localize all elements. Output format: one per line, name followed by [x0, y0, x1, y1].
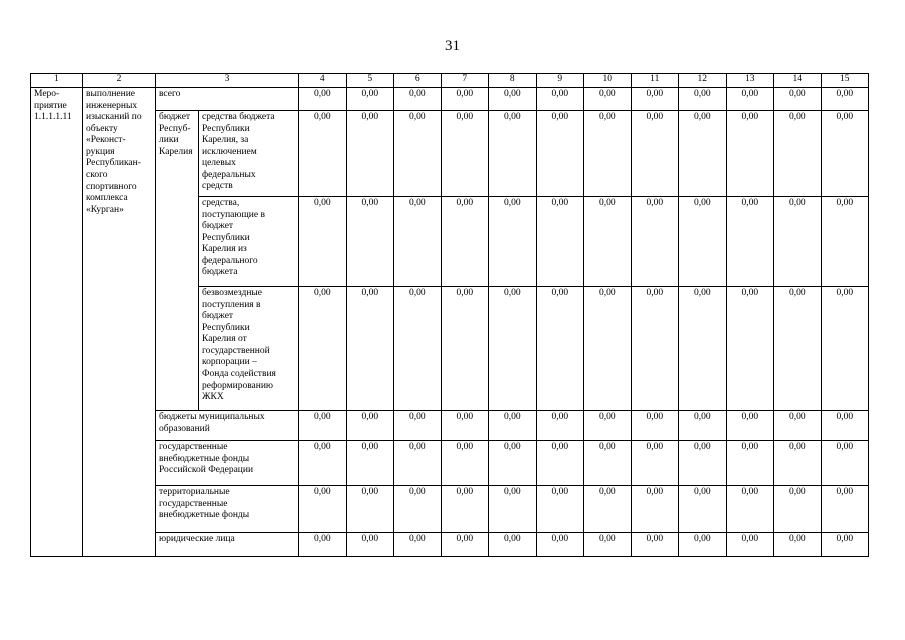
value-cell: 0,00 — [726, 411, 774, 441]
value-cell: 0,00 — [679, 111, 727, 197]
header-cell: 11 — [631, 74, 679, 88]
value-cell: 0,00 — [774, 533, 822, 557]
value-cell: 0,00 — [346, 486, 394, 533]
value-cell: 0,00 — [299, 111, 347, 197]
measure-code: Меро- приятие 1.1.1.1.11 — [31, 88, 83, 557]
table-row — [31, 486, 869, 533]
value-cell: 0,00 — [441, 533, 489, 557]
header-cell: 6 — [394, 74, 442, 88]
value-cell: 0,00 — [726, 197, 774, 287]
value-cell: 0,00 — [346, 287, 394, 411]
header-cell: 8 — [489, 74, 537, 88]
page-number: 31 — [445, 38, 460, 54]
value-cell: 0,00 — [394, 111, 442, 197]
table-row — [31, 411, 869, 441]
value-cell: 0,00 — [726, 441, 774, 486]
value-cell: 0,00 — [584, 533, 632, 557]
value-cell: 0,00 — [774, 88, 822, 111]
value-cell: 0,00 — [441, 88, 489, 111]
value-cell: 0,00 — [679, 197, 727, 287]
header-cell: 7 — [441, 74, 489, 88]
value-cell: 0,00 — [346, 197, 394, 287]
value-cell: 0,00 — [489, 111, 537, 197]
value-cell: 0,00 — [726, 486, 774, 533]
value-cell: 0,00 — [774, 287, 822, 411]
value-cell: 0,00 — [631, 441, 679, 486]
value-cell: 0,00 — [346, 533, 394, 557]
value-cell: 0,00 — [441, 441, 489, 486]
value-cell: 0,00 — [679, 411, 727, 441]
value-cell: 0,00 — [821, 197, 869, 287]
value-cell: 0,00 — [394, 486, 442, 533]
value-cell: 0,00 — [299, 197, 347, 287]
value-cell: 0,00 — [821, 88, 869, 111]
value-cell: 0,00 — [679, 486, 727, 533]
value-cell: 0,00 — [821, 441, 869, 486]
budget-table — [30, 73, 869, 557]
value-cell: 0,00 — [584, 88, 632, 111]
value-cell: 0,00 — [394, 197, 442, 287]
header-cell: 3 — [156, 74, 299, 88]
value-cell: 0,00 — [394, 533, 442, 557]
value-cell: 0,00 — [536, 88, 584, 111]
header-cell: 13 — [726, 74, 774, 88]
budget-group-label: бюджет Респуб- лики Карелия — [156, 111, 199, 411]
header-cell: 1 — [31, 74, 83, 88]
value-cell: 0,00 — [536, 197, 584, 287]
value-cell: 0,00 — [346, 411, 394, 441]
source-label: государственные внебюджетные фонды Российской Федерации — [156, 441, 299, 486]
table-row — [31, 88, 869, 111]
value-cell: 0,00 — [536, 441, 584, 486]
value-cell: 0,00 — [346, 88, 394, 111]
value-cell: 0,00 — [536, 287, 584, 411]
source-label: всего — [156, 88, 299, 111]
value-cell: 0,00 — [441, 411, 489, 441]
value-cell: 0,00 — [489, 486, 537, 533]
value-cell: 0,00 — [821, 287, 869, 411]
source-label: территориальные государственные внебюджетные фонды — [156, 486, 299, 533]
value-cell: 0,00 — [536, 111, 584, 197]
header-cell: 15 — [821, 74, 869, 88]
value-cell: 0,00 — [346, 441, 394, 486]
value-cell: 0,00 — [679, 441, 727, 486]
value-cell: 0,00 — [631, 88, 679, 111]
value-cell: 0,00 — [679, 88, 727, 111]
source-label: бюджеты муниципальных образований — [156, 411, 299, 441]
header-cell: 2 — [83, 74, 156, 88]
value-cell: 0,00 — [394, 287, 442, 411]
value-cell: 0,00 — [726, 111, 774, 197]
value-cell: 0,00 — [536, 486, 584, 533]
value-cell: 0,00 — [584, 197, 632, 287]
value-cell: 0,00 — [299, 533, 347, 557]
header-cell: 10 — [584, 74, 632, 88]
header-cell: 5 — [346, 74, 394, 88]
table-row — [31, 441, 869, 486]
value-cell: 0,00 — [489, 287, 537, 411]
value-cell: 0,00 — [631, 411, 679, 441]
header-row — [31, 74, 869, 88]
table-row — [31, 533, 869, 557]
budget-table-body — [31, 74, 869, 557]
value-cell: 0,00 — [584, 486, 632, 533]
value-cell: 0,00 — [299, 88, 347, 111]
source-label: безвозмездные поступления в бюджет Республики Карелия от государственной корпорации – Фонда содействия реформированию ЖКХ — [199, 287, 299, 411]
value-cell: 0,00 — [631, 111, 679, 197]
value-cell: 0,00 — [631, 533, 679, 557]
value-cell: 0,00 — [394, 88, 442, 111]
value-cell: 0,00 — [536, 533, 584, 557]
value-cell: 0,00 — [489, 533, 537, 557]
value-cell: 0,00 — [489, 197, 537, 287]
value-cell: 0,00 — [774, 441, 822, 486]
value-cell: 0,00 — [299, 486, 347, 533]
value-cell: 0,00 — [299, 287, 347, 411]
header-cell: 12 — [679, 74, 727, 88]
value-cell: 0,00 — [299, 441, 347, 486]
value-cell: 0,00 — [631, 287, 679, 411]
value-cell: 0,00 — [774, 486, 822, 533]
value-cell: 0,00 — [774, 197, 822, 287]
value-cell: 0,00 — [821, 533, 869, 557]
value-cell: 0,00 — [299, 411, 347, 441]
value-cell: 0,00 — [821, 486, 869, 533]
measure-description: выполнение инженерных изысканий по объекту «Реконст- рукция Республикан- ского спортивного комплекса «Курган» — [83, 88, 156, 557]
source-label: средства бюджета Республики Карелия, за исключением целевых федеральных средств — [199, 111, 299, 197]
header-cell: 4 — [299, 74, 347, 88]
value-cell: 0,00 — [346, 111, 394, 197]
value-cell: 0,00 — [584, 411, 632, 441]
source-label: средства, поступающие в бюджет Республики Карелия из федерального бюджета — [199, 197, 299, 287]
value-cell: 0,00 — [489, 411, 537, 441]
value-cell: 0,00 — [394, 411, 442, 441]
value-cell: 0,00 — [679, 287, 727, 411]
value-cell: 0,00 — [441, 287, 489, 411]
value-cell: 0,00 — [489, 441, 537, 486]
value-cell: 0,00 — [394, 441, 442, 486]
value-cell: 0,00 — [726, 88, 774, 111]
value-cell: 0,00 — [631, 197, 679, 287]
value-cell: 0,00 — [821, 111, 869, 197]
value-cell: 0,00 — [631, 486, 679, 533]
value-cell: 0,00 — [441, 486, 489, 533]
value-cell: 0,00 — [679, 533, 727, 557]
value-cell: 0,00 — [584, 111, 632, 197]
value-cell: 0,00 — [726, 533, 774, 557]
value-cell: 0,00 — [489, 88, 537, 111]
source-label: юридические лица — [156, 533, 299, 557]
header-cell: 14 — [774, 74, 822, 88]
value-cell: 0,00 — [584, 441, 632, 486]
value-cell: 0,00 — [774, 111, 822, 197]
value-cell: 0,00 — [441, 111, 489, 197]
value-cell: 0,00 — [774, 411, 822, 441]
value-cell: 0,00 — [536, 411, 584, 441]
value-cell: 0,00 — [821, 411, 869, 441]
table-row — [31, 111, 869, 197]
value-cell: 0,00 — [726, 287, 774, 411]
header-cell: 9 — [536, 74, 584, 88]
value-cell: 0,00 — [584, 287, 632, 411]
value-cell: 0,00 — [441, 197, 489, 287]
